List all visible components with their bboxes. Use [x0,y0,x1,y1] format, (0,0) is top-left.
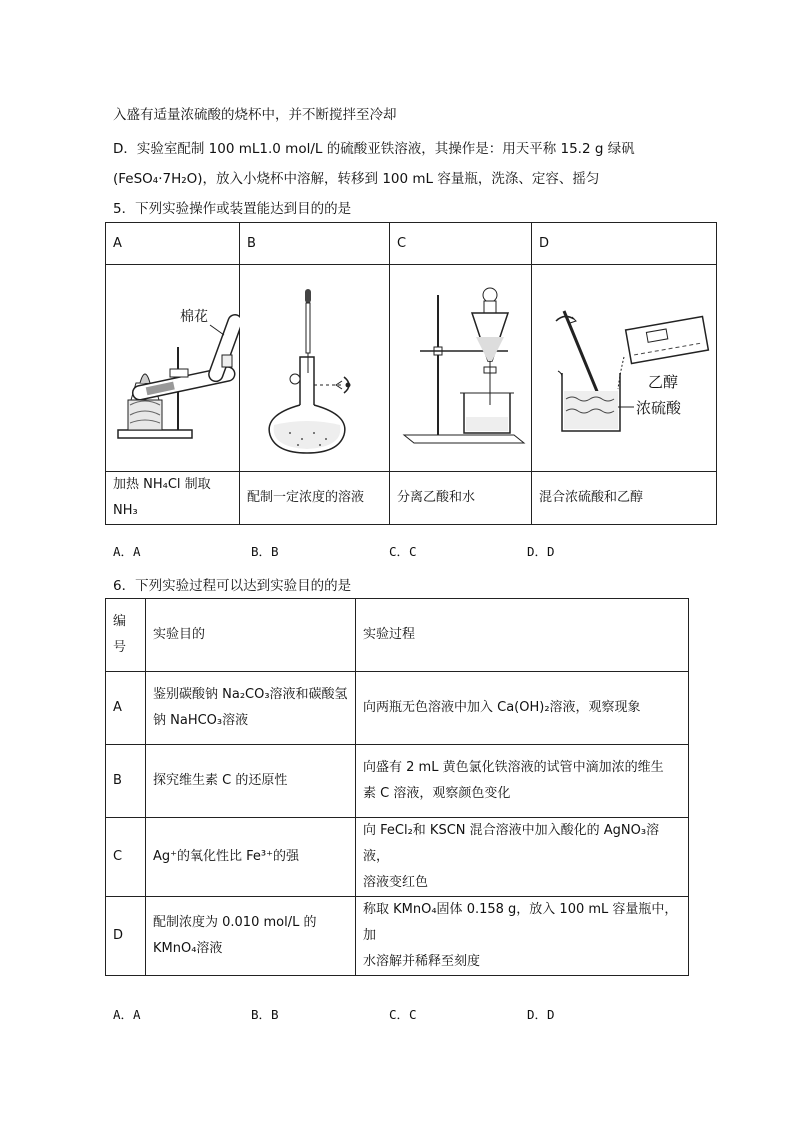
q6-choice-d[interactable]: D．D [527,1007,555,1022]
q6-row-c-purpose [146,818,356,897]
q6-row-c-id: C [106,818,146,897]
q6-row-c-process-1: 向 FeCl₂和 KSCN 混合溶液中加入酸化的 AgNO₃溶液， [363,823,660,864]
q5-figure-a-cell [106,265,240,472]
q6-header-no-1: 编 [113,614,127,629]
ethanol-label: 乙醇 [648,373,679,391]
q6-row-b-purpose [146,745,356,818]
q5-header-d: D [532,223,717,265]
cotton-label: 棉花 [180,309,208,325]
q6-row-a [106,672,689,745]
q6-row-a-purpose-2: 钠 NaHCO₃溶液 [153,713,249,728]
q5-choice-c[interactable]: C．C [389,544,417,559]
q5-choice-a[interactable]: A．A [113,544,141,559]
q6-row-b-purpose-1: 探究维生素 C 的还原性 [153,773,288,788]
q6-row-a-process-1: 向两瓶无色溶液中加入 Ca(OH)₂溶液，观察现象 [363,700,641,715]
separatory-funnel-figure [390,265,532,461]
q6-row-b-process-1: 向盛有 2 mL 黄色氯化铁溶液的试管中滴加浓的维生 [363,760,664,775]
q6-row-c-purpose-1: Ag⁺的氧化性比 Fe³⁺的强 [153,849,299,864]
q6-row-d [106,897,689,976]
q5-stem: 5．下列实验操作或装置能达到目的的是 [113,201,352,217]
q5-figure-c-cell [390,265,532,472]
q6-row-c-process-2: 溶液变红色 [363,875,429,890]
q6-row-a-id: A [106,672,146,745]
q5-figure-b-cell [240,265,390,472]
intro-line-1: 入盛有适量浓硫酸的烧杯中，并不断搅拌至冷却 [113,107,397,123]
q6-header-no-2: 号 [113,640,127,655]
q6-row-b-id: B [106,745,146,818]
q6-table [105,598,689,976]
q6-choice-b[interactable]: B．B [251,1007,279,1022]
q6-row-d-process-1: 称取 KMnO₄固体 0.158 g，放入 100 mL 容量瓶中，加 [363,902,678,943]
q6-row-c [106,818,689,897]
q5-table [105,222,717,525]
intro-line-3: (FeSO₄·7H₂O)，放入小烧杯中溶解，转移到 100 mL 容量瓶，洗涤、定容、摇匀 [113,171,600,187]
q6-row-c-process [356,818,689,897]
q6-row-d-purpose-2: KMnO₄溶液 [153,941,223,956]
q5-caption-b: 配制一定浓度的溶液 [240,472,390,525]
q5-choice-b[interactable]: B．B [251,544,279,559]
q6-row-d-process-2: 水溶解并稀释至刻度 [363,954,481,969]
intro-line-2: D．实验室配制 100 mL1.0 mol/L 的硫酸亚铁溶液，其操作是：用天平称 15.2 g 绿矾 [113,141,635,157]
heating-apparatus-figure [106,265,240,461]
q6-row-b-process-2: 素 C 溶液，观察颜色变化 [363,786,511,801]
q5-header-c: C [390,223,532,265]
q6-row-d-id: D [106,897,146,976]
q6-stem: 6．下列实验过程可以达到实验目的的是 [113,578,352,594]
q6-row-a-purpose [146,672,356,745]
q6-row-b [106,745,689,818]
q6-row-d-purpose [146,897,356,976]
q6-row-a-purpose-1: 鉴别碳酸钠 Na₂CO₃溶液和碳酸氢 [153,687,348,702]
q5-header-a: A [106,223,240,265]
q6-row-b-process [356,745,689,818]
q6-choice-c[interactable]: C．C [389,1007,417,1022]
q5-header-b: B [240,223,390,265]
mixing-beaker-figure [532,265,717,461]
q6-choice-a[interactable]: A．A [113,1007,141,1022]
q6-header-process: 实验过程 [356,599,689,672]
q5-choice-d[interactable]: D．D [527,544,555,559]
q5-caption-a: 加热 NH₄Cl 制取 NH₃ [106,472,240,525]
volumetric-flask-figure [240,265,390,461]
conc-acid-label: 浓硫酸 [636,399,682,417]
q6-row-d-purpose-1: 配制浓度为 0.010 mol/L 的 [153,915,317,930]
q5-caption-d: 混合浓硫酸和乙醇 [532,472,717,525]
q6-row-d-process [356,897,689,976]
q5-caption-c: 分离乙酸和水 [390,472,532,525]
q6-row-a-process [356,672,689,745]
q6-header-no [106,599,146,672]
q6-header-purpose: 实验目的 [146,599,356,672]
q5-figure-d-cell [532,265,717,472]
